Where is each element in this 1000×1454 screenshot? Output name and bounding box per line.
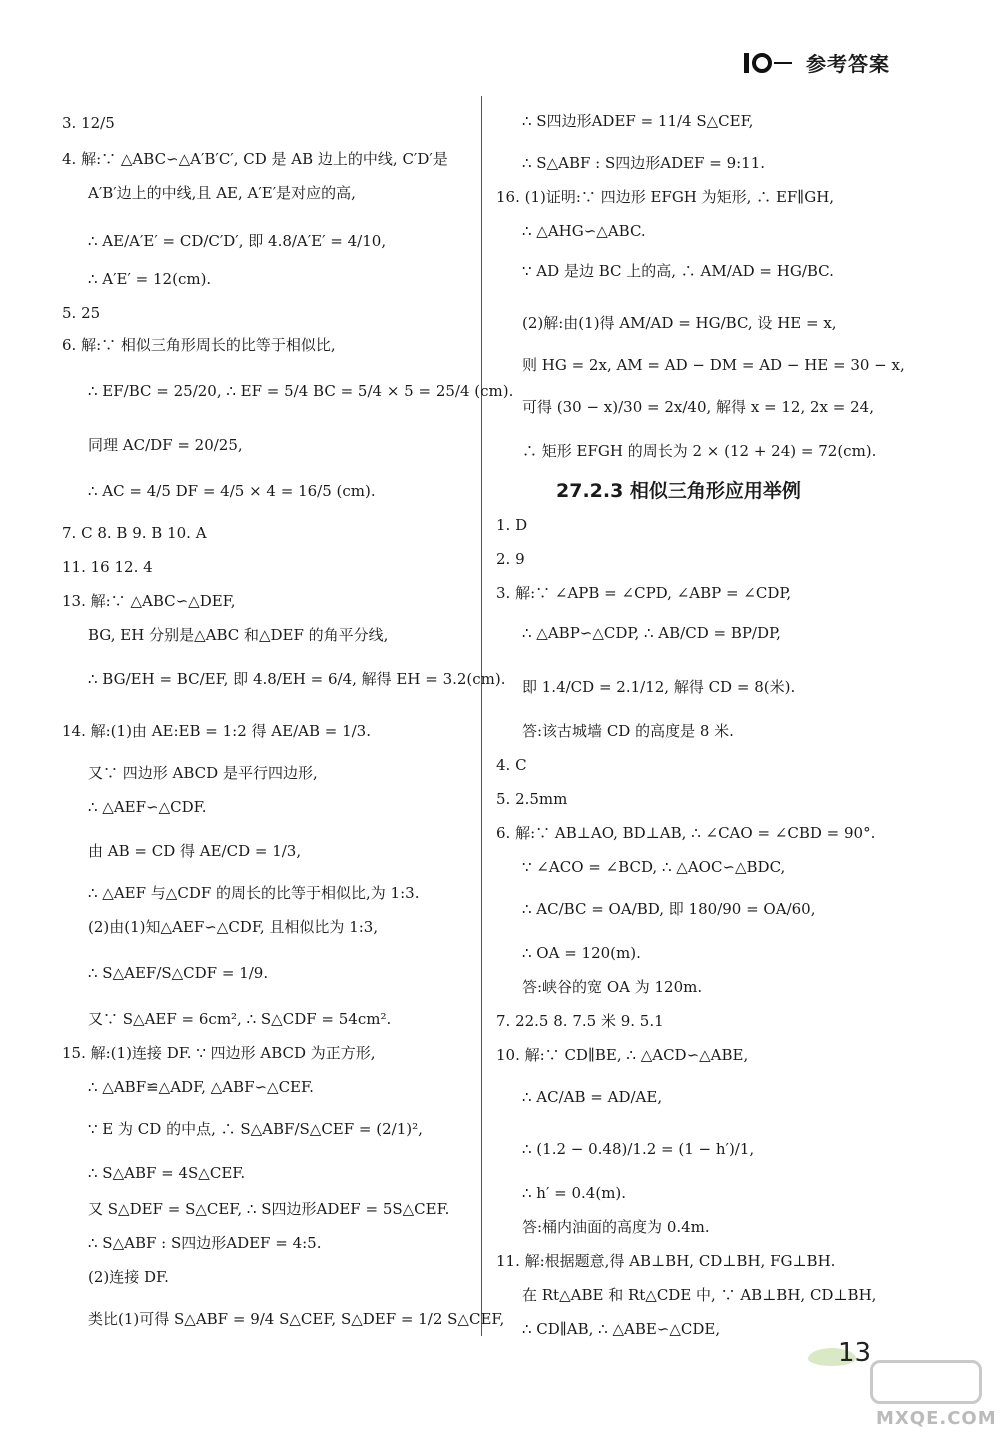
right-answer-line: 则 HG = 2x, AM = AD − DM = AD − HE = 30 − x, bbox=[522, 356, 905, 374]
left-answer-line: ∴ AE/A′E′ = CD/C′D′, 即 4.8/A′E′ = 4/10, bbox=[88, 232, 387, 250]
right-answer-line: ∴ 矩形 EFGH 的周长为 2 × (12 + 24) = 72(cm). bbox=[522, 442, 877, 460]
right-answer-line: 即 1.4/CD = 2.1/12, 解得 CD = 8(米). bbox=[522, 678, 796, 696]
right-answer-line: 11. 解:根据题意,得 AB⊥BH, CD⊥BH, FG⊥BH. bbox=[496, 1252, 836, 1270]
section-title: 27.2.3 相似三角形应用举例 bbox=[556, 480, 801, 502]
left-answer-line: 同理 AC/DF = 20/25, bbox=[88, 436, 243, 454]
right-answer-line: ∴ S△ABF : S四边形ADEF = 9:11. bbox=[522, 154, 766, 172]
column-divider bbox=[481, 96, 482, 1336]
right-answer-line: 3. 解:∵ ∠APB = ∠CPD, ∠ABP = ∠CDP, bbox=[496, 584, 792, 602]
page-number: 13 bbox=[838, 1338, 872, 1368]
right-answer-line: ∵ ∠ACO = ∠BCD, ∴ △AOC∽△BDC, bbox=[522, 858, 786, 876]
right-answer-line: 可得 (30 − x)/30 = 2x/40, 解得 x = 12, 2x = 24, bbox=[522, 398, 874, 416]
left-answer-line: ∴ S△AEF/S△CDF = 1/9. bbox=[88, 964, 269, 982]
right-answer-line: ∴ h′ = 0.4(m). bbox=[522, 1184, 627, 1202]
left-answer-line: 5. 25 bbox=[62, 304, 101, 322]
right-answer-line: 1. D bbox=[496, 516, 528, 534]
right-answer-line: ∵ AD 是边 BC 上的高, ∴ AM/AD = HG/BC. bbox=[522, 262, 834, 280]
left-answer-line: ∵ E 为 CD 的中点, ∴ S△ABF/S△CEF = (2/1)², bbox=[88, 1120, 423, 1138]
left-answer-line: (2)连接 DF. bbox=[88, 1268, 169, 1286]
left-answer-line: 又 S△DEF = S△CEF, ∴ S四边形ADEF = 5S△CEF. bbox=[88, 1200, 450, 1218]
right-answer-line: 答:峡谷的宽 OA 为 120m. bbox=[522, 978, 703, 996]
right-answer-line: 答:桶内油面的高度为 0.4m. bbox=[522, 1218, 710, 1236]
right-answer-line: ∴ △AHG∽△ABC. bbox=[522, 222, 646, 240]
left-answer-line: (2)由(1)知△AEF∽△CDF, 且相似比为 1:3, bbox=[88, 918, 379, 936]
left-answer-line: 6. 解:∵ 相似三角形周长的比等于相似比, bbox=[62, 336, 336, 354]
header-title: 参考答案 bbox=[806, 52, 890, 76]
left-answer-line: 14. 解:(1)由 AE:EB = 1:2 得 AE/AB = 1/3. bbox=[62, 722, 371, 740]
left-answer-line: 15. 解:(1)连接 DF. ∵ 四边形 ABCD 为正方形, bbox=[62, 1044, 376, 1062]
left-answer-line: A′B′边上的中线,且 AE, A′E′是对应的高, bbox=[88, 184, 356, 202]
right-answer-line: 2. 9 bbox=[496, 550, 525, 568]
left-answer-line: 又∵ S△AEF = 6cm², ∴ S△CDF = 54cm². bbox=[88, 1010, 392, 1028]
left-answer-line: 11. 16 12. 4 bbox=[62, 558, 153, 576]
right-answer-line: 在 Rt△ABE 和 Rt△CDE 中, ∵ AB⊥BH, CD⊥BH, bbox=[522, 1286, 877, 1304]
right-answer-line: ∴ AC/BC = OA/BD, 即 180/90 = OA/60, bbox=[522, 900, 816, 918]
right-answer-line: ∴ CD∥AB, ∴ △ABE∽△CDE, bbox=[522, 1320, 721, 1338]
left-answer-line: ∴ △AEF∽△CDF. bbox=[88, 798, 207, 816]
right-answer-line: 5. 2.5mm bbox=[496, 790, 568, 808]
right-answer-line: ∴ S四边形ADEF = 11/4 S△CEF, bbox=[522, 112, 754, 130]
right-answer-line: ∴ (1.2 − 0.48)/1.2 = (1 − h′)/1, bbox=[522, 1140, 755, 1158]
watermark-text: MXQE.COM bbox=[876, 1408, 997, 1429]
left-answer-line: 4. 解:∵ △ABC∽△A′B′C′, CD 是 AB 边上的中线, C′D′是 bbox=[62, 150, 448, 168]
left-answer-line: 3. 12/5 bbox=[62, 114, 115, 132]
right-answer-line: 10. 解:∵ CD∥BE, ∴ △ACD∽△ABE, bbox=[496, 1046, 749, 1064]
right-answer-line: 4. C bbox=[496, 756, 527, 774]
right-answer-line: 答:该古城墙 CD 的高度是 8 米. bbox=[522, 722, 734, 740]
right-answer-line: ∴ OA = 120(m). bbox=[522, 944, 641, 962]
left-answer-line: ∴ BG/EH = BC/EF, 即 4.8/EH = 6/4, 解得 EH = 3.2(cm). bbox=[88, 670, 506, 688]
left-answer-line: 由 AB = CD 得 AE/CD = 1/3, bbox=[88, 842, 302, 860]
watermark bbox=[870, 1358, 997, 1438]
page-header bbox=[744, 48, 890, 77]
left-answer-line: ∴ A′E′ = 12(cm). bbox=[88, 270, 212, 288]
left-answer-line: 又∵ 四边形 ABCD 是平行四边形, bbox=[88, 764, 318, 782]
left-answer-line: ∴ EF/BC = 25/20, ∴ EF = 5/4 BC = 5/4 × 5 = 25/4 (cm). bbox=[88, 382, 514, 400]
left-answer-line: BG, EH 分别是△ABC 和△DEF 的角平分线, bbox=[88, 626, 389, 644]
right-answer-line: ∴ AC/AB = AD/AE, bbox=[522, 1088, 663, 1106]
left-answer-line: ∴ AC = 4/5 DF = 4/5 × 4 = 16/5 (cm). bbox=[88, 482, 376, 500]
left-answer-line: ∴ △ABF≌△ADF, △ABF∽△CEF. bbox=[88, 1078, 314, 1096]
left-answer-line: 13. 解:∵ △ABC∽△DEF, bbox=[62, 592, 236, 610]
right-answer-line: 16. (1)证明:∵ 四边形 EFGH 为矩形, ∴ EF∥GH, bbox=[496, 188, 835, 206]
brand-logo-icon bbox=[744, 51, 780, 75]
watermark-logo-icon bbox=[870, 1360, 982, 1404]
left-answer-line: ∴ S△ABF = 4S△CEF. bbox=[88, 1164, 246, 1182]
left-answer-line: 7. C 8. B 9. B 10. A bbox=[62, 524, 207, 542]
right-answer-line: 6. 解:∵ AB⊥AO, BD⊥AB, ∴ ∠CAO = ∠CBD = 90°. bbox=[496, 824, 876, 842]
left-answer-line: ∴ S△ABF : S四边形ADEF = 4:5. bbox=[88, 1234, 322, 1252]
left-answer-line: ∴ △AEF 与△CDF 的周长的比等于相似比,为 1:3. bbox=[88, 884, 420, 902]
right-answer-line: 7. 22.5 8. 7.5 米 9. 5.1 bbox=[496, 1012, 664, 1030]
right-answer-line: (2)解:由(1)得 AM/AD = HG/BC, 设 HE = x, bbox=[522, 314, 837, 332]
left-answer-line: 类比(1)可得 S△ABF = 9/4 S△CEF, S△DEF = 1/2 S△CEF, bbox=[88, 1310, 505, 1328]
right-answer-line: ∴ △ABP∽△CDP, ∴ AB/CD = BP/DP, bbox=[522, 624, 781, 642]
